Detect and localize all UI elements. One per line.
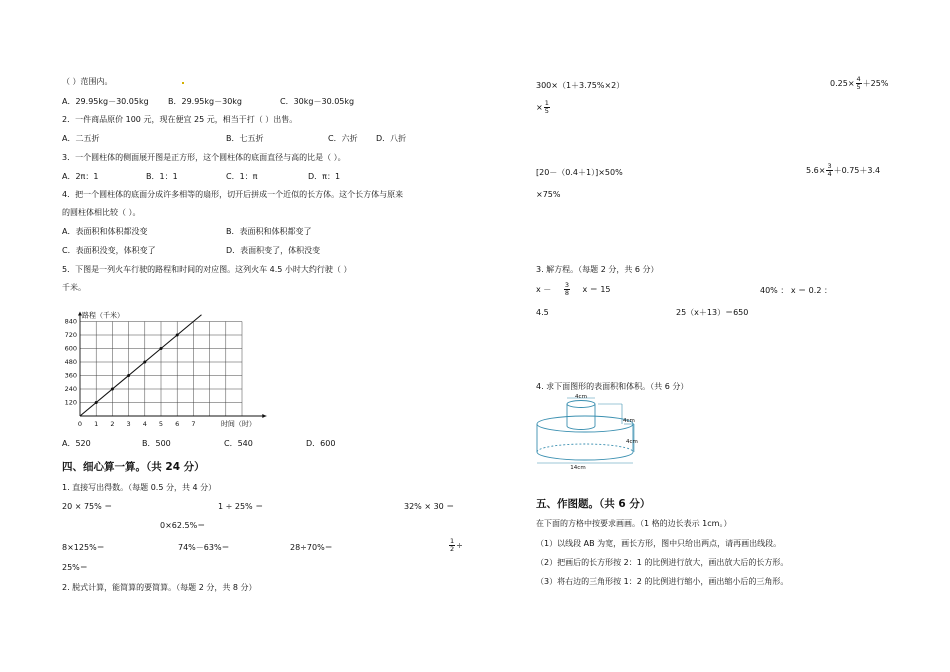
x-tick-label: 2 (110, 420, 115, 428)
q4-option-d: D．表面积变了，体积没变 (226, 246, 321, 255)
section-5-title: 五、作图题。（共 6 分） (536, 498, 651, 510)
q3-text: 3．一个圆柱体的侧面展开图是正方形，这个圆柱体的底面直径与高的比是（ ）。 (62, 153, 346, 162)
q2-option-a: A．二五折 (62, 134, 100, 143)
section-5-item-2: （2）把画后的长方形按 2：1 的比例进行放大，画出放大后的长方形。 (536, 558, 789, 567)
calc-8-continued: 25%＝ (62, 563, 88, 572)
fraction: $\frac{1}{5}$ (544, 99, 549, 115)
x-tick-label: 1 (94, 420, 99, 428)
calc-5: 8×125%＝ (62, 543, 105, 552)
series-line (80, 315, 202, 416)
calc-3: 32% × 30 ＝ (404, 502, 455, 511)
expr-4-continued: ×75% (536, 190, 561, 199)
y-tick-label: 360 (64, 371, 77, 380)
x-tick-label: 6 (175, 420, 180, 428)
q5-option-c: C．540 (224, 439, 253, 448)
y-tick-label: 720 (64, 331, 77, 340)
q5-option-b: B．500 (142, 439, 171, 448)
x-axis-label: 时间（时） (220, 420, 256, 428)
q2-option-d: D．八折 (376, 134, 407, 143)
fraction: $\frac{3}{8}$ (564, 281, 569, 297)
bottom-height-label: 4cm (626, 439, 638, 445)
q3-option-a: A．2π：1 (62, 172, 99, 181)
q4-option-c: C．表面积没变，体积变了 (62, 246, 156, 255)
section-5-item-1: （1）以线段 AB 为宽，画长方形，图中只给出两点，请再画出线段。 (536, 539, 782, 548)
yellow-dot (182, 82, 184, 84)
q4-line2: 的圆柱体相比较（ ）。 (62, 208, 141, 217)
q5-line1: 5．下图是一列火车行驶的路程和时间的对应图。这列火车 4.5 小时大约行驶（ ） (62, 265, 352, 274)
subquestion-4: 4. 求下面图形的表面积和体积。（共 6 分） (536, 382, 689, 391)
q3-option-d: D．π：1 (308, 172, 341, 181)
q5-line2: 千米。 (62, 283, 86, 292)
x-tick-label: 0 (77, 420, 83, 428)
calc-1: 20 × 75% ＝ (62, 502, 113, 511)
calc-4: 0×62.5%＝ (160, 521, 206, 530)
q2-option-b: B．七五折 (226, 134, 264, 143)
q2-option-c: C．六折 (328, 134, 358, 143)
expr-2: 0.25× $\frac{4}{5}$ ＋25% (830, 75, 889, 91)
calc-2: 1 ÷ 25% ＝ (218, 502, 264, 511)
data-point (127, 374, 130, 377)
subquestion-1: 1. 直接写出得数。（每题 0.5 分，共 4 分） (62, 483, 217, 492)
expr-3: [20－（0.4＋1）]×50% (536, 168, 623, 177)
y-tick-label: 840 (64, 317, 77, 326)
q2-text: 2．一件商品原价 100 元，现在便宜 25 元，相当于打（ ）出售。 (62, 115, 298, 124)
q1-option-a: A．29.95kg－30.05kg (62, 97, 149, 106)
data-point (160, 347, 163, 350)
equation-2: 40% ： x ＝ 0.2 ： (760, 286, 832, 295)
fraction: $\frac{3}{4}$ (827, 162, 832, 178)
fraction: $\frac{1}{2}$ (450, 537, 455, 553)
equation-1: x － $\frac{3}{8}$ x ＝ 15 (536, 281, 611, 297)
q1-option-c: C．30kg－30.05kg (280, 97, 355, 106)
top-width-label: 4cm (575, 394, 587, 400)
q4-option-b: B．表面积和体积都变了 (226, 227, 312, 236)
q5-option-a: A．520 (62, 439, 91, 448)
data-point (95, 401, 98, 404)
calc-8: $\frac{1}{2}$ ÷ (450, 537, 463, 553)
subquestion-3: 3. 解方程。（每题 2 分，共 6 分） (536, 265, 659, 274)
x-axis-arrow (262, 414, 266, 418)
data-point (111, 388, 114, 391)
subquestion-2: 2. 脱式计算，能简算的要简算。（每题 2 分，共 8 分） (62, 583, 257, 592)
q3-option-b: B．1：1 (146, 172, 178, 181)
expr-4: 5.6× $\frac{3}{4}$ ＋0.75＋3.4 (806, 162, 881, 178)
y-tick-label: 600 (64, 344, 77, 353)
data-point (176, 334, 179, 337)
stacked-cylinders-figure (530, 394, 650, 474)
fraction: $\frac{4}{5}$ (856, 75, 861, 91)
equation-2-continued: 4.5 (536, 308, 549, 317)
q5-option-d: D．600 (306, 439, 336, 448)
q-range-tail: （ ）范围内。 (62, 77, 113, 86)
expr-1: 300×（1＋3.75%×2） (536, 81, 625, 90)
x-tick-label: 3 (126, 420, 131, 428)
x-tick-label: 7 (191, 420, 196, 428)
data-point (143, 361, 146, 364)
section-5-item-3: （3）将右边的三角形按 1：2 的比例进行缩小，画出缩小后的三角形。 (536, 577, 789, 586)
y-tick-label: 480 (64, 358, 77, 367)
q3-option-c: C．1：π (226, 172, 258, 181)
x-tick-label: 5 (158, 420, 164, 428)
section-4-title: 四、细心算一算。（共 24 分） (62, 461, 205, 473)
y-axis-label: 路程（千米） (82, 311, 124, 320)
distance-time-chart (56, 302, 276, 430)
expr-2-continued: × $\frac{1}{5}$ (536, 99, 549, 115)
q4-line1: 4．把一个圆柱体的底面分成许多相等的扇形，切开后拼成一个近似的长方体。这个长方体与原来 (62, 190, 404, 199)
y-tick-label: 120 (64, 398, 77, 407)
y-tick-label: 240 (64, 385, 77, 394)
section-5-intro: 在下面的方格中按要求画画。（1 格的边长表示 1cm。） (536, 519, 732, 528)
top-height-label: 4cm (623, 418, 635, 424)
calc-6: 74%－63%＝ (178, 543, 230, 552)
q1-option-b: B．29.95kg－30kg (168, 97, 242, 106)
equation-3: 25（x＋13）＝650 (676, 308, 749, 317)
x-tick-label: 4 (142, 420, 147, 428)
calc-7: 28÷70%＝ (290, 543, 333, 552)
bottom-width-label: 14cm (570, 465, 586, 471)
q4-option-a: A．表面积和体积都没变 (62, 227, 148, 236)
